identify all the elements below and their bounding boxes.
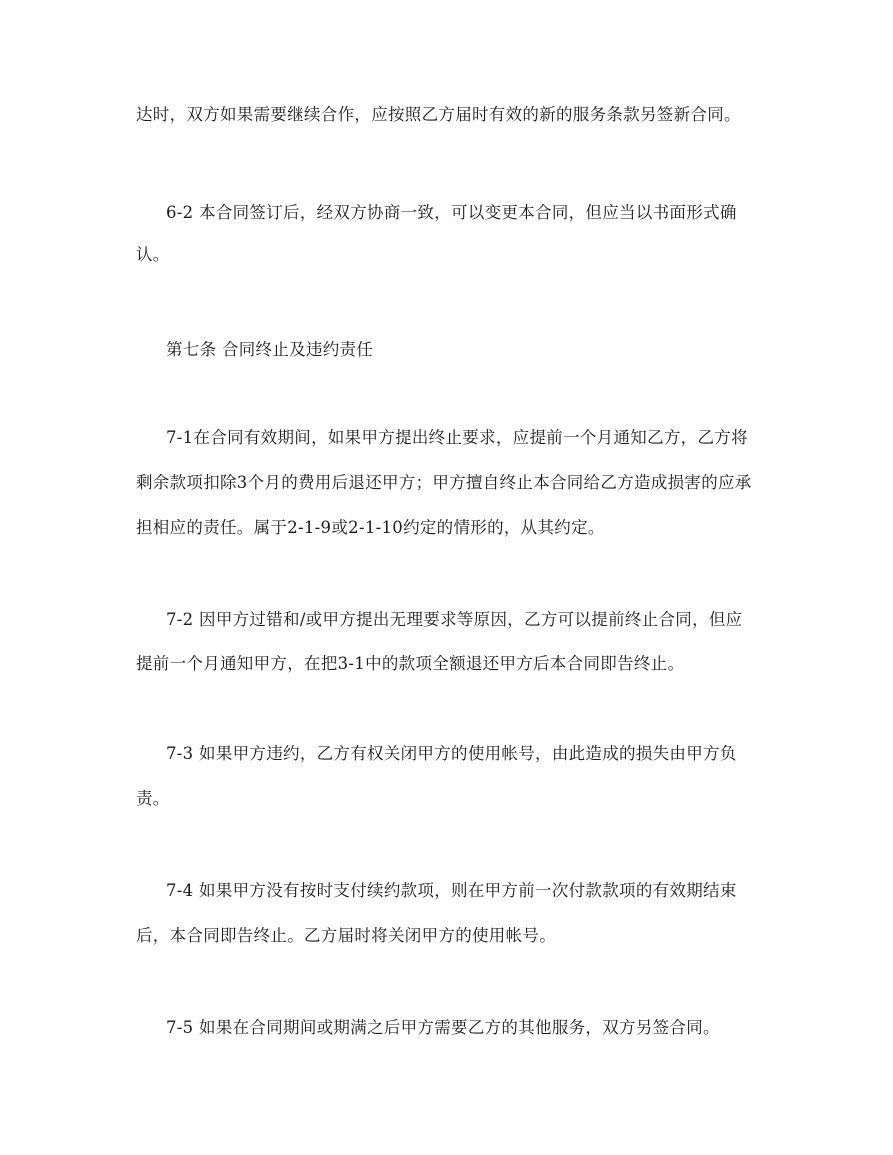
clause-7-2-line-1: 7-2 因甲方过错和/或甲方提出无理要求等原因，乙方可以提前终止合同，但应 bbox=[166, 610, 743, 629]
clause-6-2-line-1: 6-2 本合同签订后，经双方协商一致，可以变更本合同，但应当以书面形式确 bbox=[166, 203, 737, 222]
clause-7-5-line-1: 7-5 如果在合同期间或期满之后甲方需要乙方的其他服务，双方另签合同。 bbox=[166, 1018, 720, 1037]
article-7-heading: 第七条 合同终止及违约责任 bbox=[166, 340, 374, 359]
clause-7-1-line-1: 7-1在合同有效期间，如果甲方提出终止要求，应提前一个月通知乙方，乙方将 bbox=[166, 428, 748, 447]
clause-7-2-line-2: 提前一个月通知甲方，在把3-1中的款项全额退还甲方后本合同即告终止。 bbox=[136, 654, 685, 673]
clause-7-1-line-2: 剩余款项扣除3个月的费用后退还甲方；甲方擅自终止本合同给乙方造成损害的应承 bbox=[136, 473, 752, 492]
clause-7-1-line-3: 担相应的责任。属于2-1-9或2-1-10约定的情形的，从其约定。 bbox=[136, 518, 605, 537]
paragraph-6-1-continuation: 达时，双方如果需要继续合作，应按照乙方届时有效的新的服务条款另签新合同。 bbox=[136, 105, 741, 124]
clause-6-2-line-2: 认。 bbox=[136, 245, 170, 264]
clause-7-4-line-2: 后，本合同即告终止。乙方届时将关闭甲方的使用帐号。 bbox=[136, 926, 556, 945]
clause-7-4-line-1: 7-4 如果甲方没有按时支付续约款项，则在甲方前一次付款款项的有效期结束 bbox=[166, 881, 737, 900]
clause-7-3-line-1: 7-3 如果甲方违约，乙方有权关闭甲方的使用帐号，由此造成的损失由甲方负 bbox=[166, 744, 737, 763]
clause-7-3-line-2: 责。 bbox=[136, 789, 170, 808]
